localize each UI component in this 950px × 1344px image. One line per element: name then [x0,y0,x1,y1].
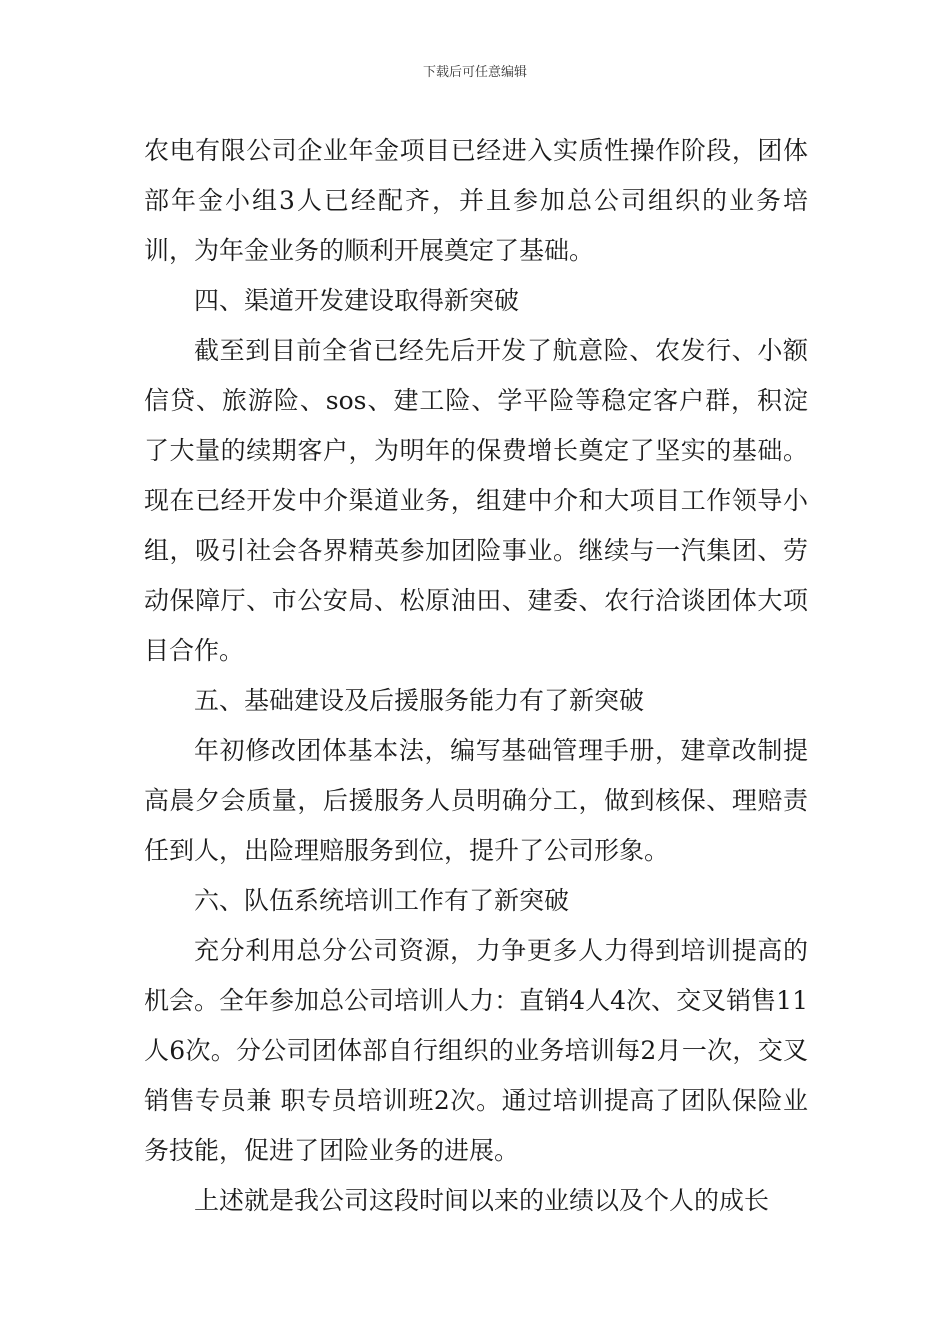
paragraph-training: 充分利用总分公司资源，力争更多人力得到培训提高的机会。全年参加总公司培训人力：直销4人4次、交叉销售11人6次。分公司团体部自行组织的业务培训每2月一次，交叉销售专员兼 职专员培训班2次。通过培训提高了团队保险业务技能，促进了团险业务的进展。 [144,936,808,1165]
document-body [144,126,808,1226]
page-header-watermark: 下载后可任意编辑 [422,65,527,80]
section-heading-4: 四、渠道开发建设取得新突破 [194,286,520,315]
paragraph-summary: 上述就是我公司这段时间以来的业绩以及个人的成长 [194,1186,770,1215]
section-heading-5: 五、基础建设及后援服务能力有了新突破 [194,686,645,715]
section-heading-6: 六、队伍系统培训工作有了新突破 [194,886,570,915]
paragraph-channel-development: 截至到目前全省已经先后开发了航意险、农发行、小额信贷、旅游险、sos、建工险、学平险等稳定客户群，积淀了大量的续期客户，为明年的保费增长奠定了坚实的基础。现在已经开发中介渠道业务，组建中介和大项目工作领导小组，吸引社会各界精英参加团险事业。继续与一汽集团、劳动保障厅、市公安局、松原油田、建委、农行洽谈团体大项目合作。 [144,336,808,665]
paragraph-infrastructure: 年初修改团体基本法，编写基础管理手册，建章改制提高晨夕会质量，后援服务人员明确分工，做到核保、理赔责任到人，出险理赔服务到位，提升了公司形象。 [144,736,808,865]
paragraph-continuation: 农电有限公司企业年金项目已经进入实质性操作阶段，团体部年金小组3人已经配齐，并且参加总公司组织的业务培训，为年金业务的顺利开展奠定了基础。 [144,136,808,265]
